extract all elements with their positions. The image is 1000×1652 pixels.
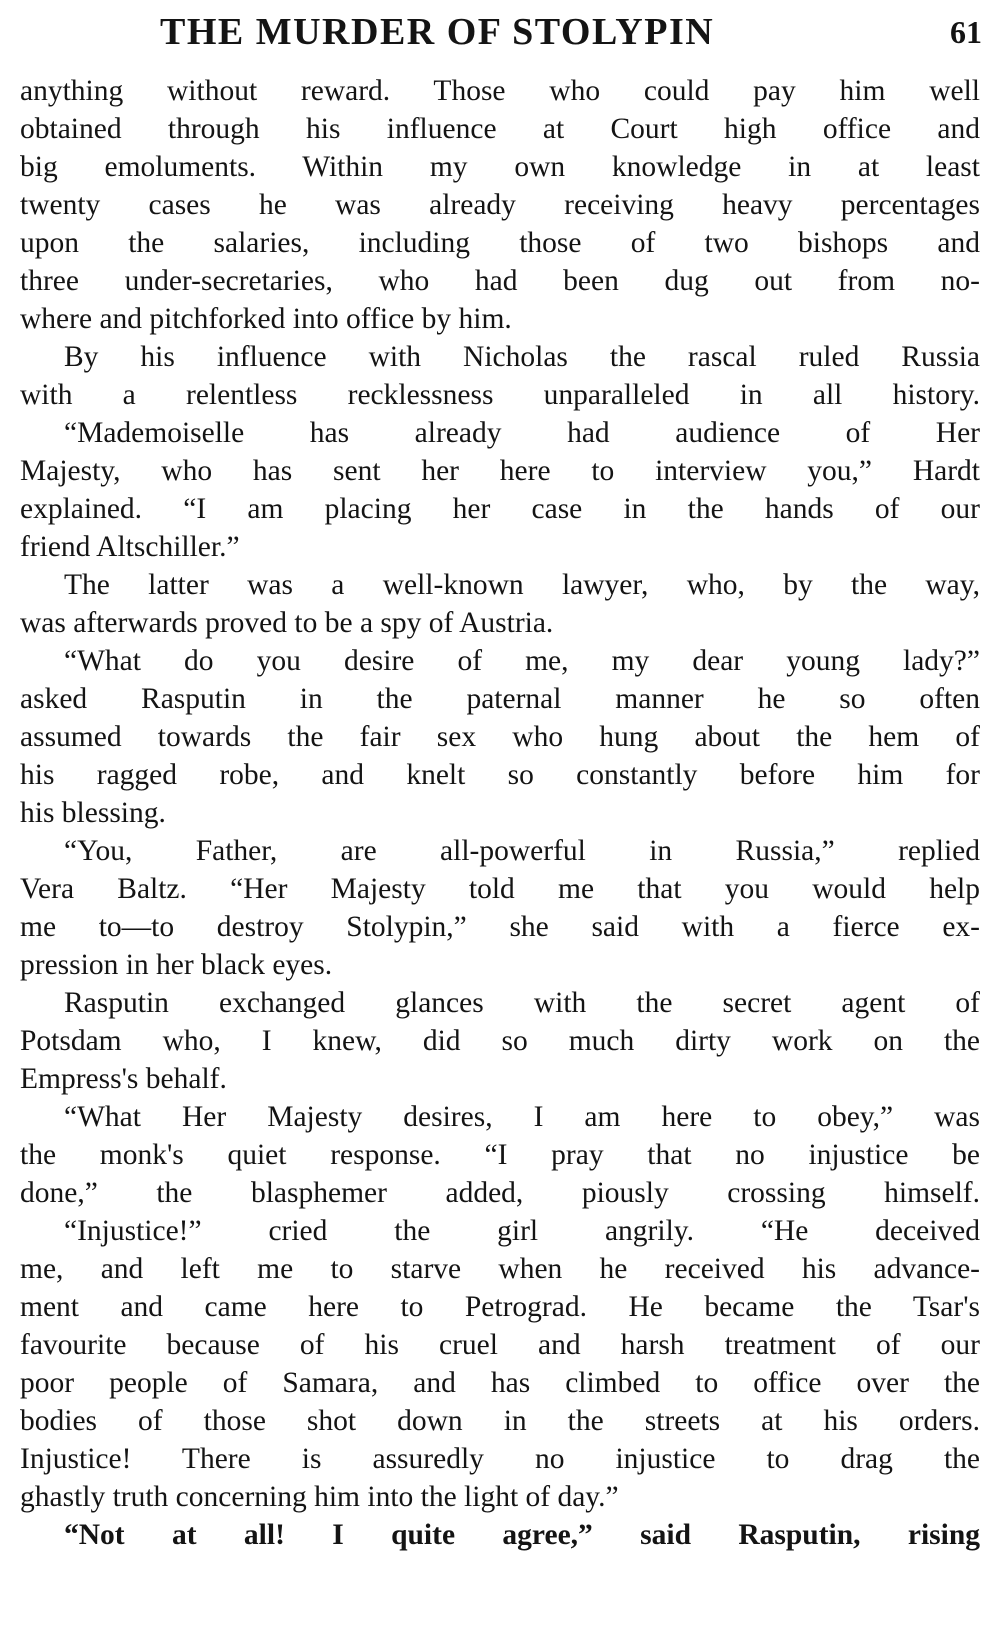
page-header <box>0 10 1000 62</box>
text-line: big emoluments. Within my own knowledge in at least <box>20 151 980 183</box>
page-number: 61 <box>950 14 982 50</box>
text-line: “Injustice!” cried the girl angrily. “He deceived <box>64 1215 980 1247</box>
text-line: assumed towards the fair sex who hung about the hem of <box>20 721 980 753</box>
text-line: ghastly truth concerning him into the light of day.” <box>20 1481 619 1513</box>
text-line: his ragged robe, and knelt so constantly before him for <box>20 759 980 791</box>
text-line: Injustice! There is assuredly no injustice to drag the <box>20 1443 980 1475</box>
text-line: The latter was a well-known lawyer, who, by the way, <box>64 569 980 601</box>
text-line: asked Rasputin in the paternal manner he so often <box>20 683 980 715</box>
text-line: was afterwards proved to be a spy of Austria. <box>20 607 554 639</box>
text-line: poor people of Samara, and has climbed to office over the <box>20 1367 980 1399</box>
text-line: pression in her black eyes. <box>20 949 333 981</box>
text-line: the monk's quiet response. “I pray that no injustice be <box>20 1139 980 1171</box>
text-line: done,” the blasphemer added, piously crossing himself. <box>20 1177 980 1209</box>
text-line: me, and left me to starve when he received his advance- <box>20 1253 980 1285</box>
text-line: with a relentless recklessness unparalleled in all history. <box>20 379 980 411</box>
text-line: “You, Father, are all-powerful in Russia,” replied <box>64 835 980 867</box>
text-line: “What do you desire of me, my dear young lady?” <box>64 645 980 677</box>
text-line: explained. “I am placing her case in the hands of our <box>20 493 980 525</box>
text-line: “Not at all! I quite agree,” said Rasputin, rising <box>64 1519 980 1551</box>
text-line: Vera Baltz. “Her Majesty told me that you would help <box>20 873 980 905</box>
text-line: his blessing. <box>20 797 166 829</box>
text-line: By his influence with Nicholas the rascal ruled Russia <box>64 341 980 373</box>
text-line: favourite because of his cruel and harsh treatment of our <box>20 1329 980 1361</box>
text-line: three under-secretaries, who had been dug out from no- <box>20 265 980 297</box>
text-line: anything without reward. Those who could pay him well <box>20 75 980 107</box>
text-line: Potsdam who, I knew, did so much dirty work on the <box>20 1025 980 1057</box>
text-line: obtained through his influence at Court high office and <box>20 113 980 145</box>
text-line: ment and came here to Petrograd. He became the Tsar's <box>20 1291 980 1323</box>
text-line: bodies of those shot down in the streets at his orders. <box>20 1405 980 1437</box>
text-line: me to—to destroy Stolypin,” she said with a fierce ex- <box>20 911 980 943</box>
text-line: Rasputin exchanged glances with the secret agent of <box>64 987 980 1019</box>
running-title: THE MURDER OF STOLYPIN <box>160 11 715 53</box>
text-line: Empress's behalf. <box>20 1063 227 1095</box>
text-line: twenty cases he was already receiving heavy percentages <box>20 189 980 221</box>
text-line: where and pitchforked into office by him. <box>20 303 512 335</box>
text-line: Majesty, who has sent her here to interview you,” Hardt <box>20 455 980 487</box>
text-line: friend Altschiller.” <box>20 531 240 563</box>
text-line: upon the salaries, including those of two bishops and <box>20 227 980 259</box>
text-line: “Mademoiselle has already had audience of Her <box>64 417 980 449</box>
text-line: “What Her Majesty desires, I am here to obey,” was <box>64 1101 980 1133</box>
